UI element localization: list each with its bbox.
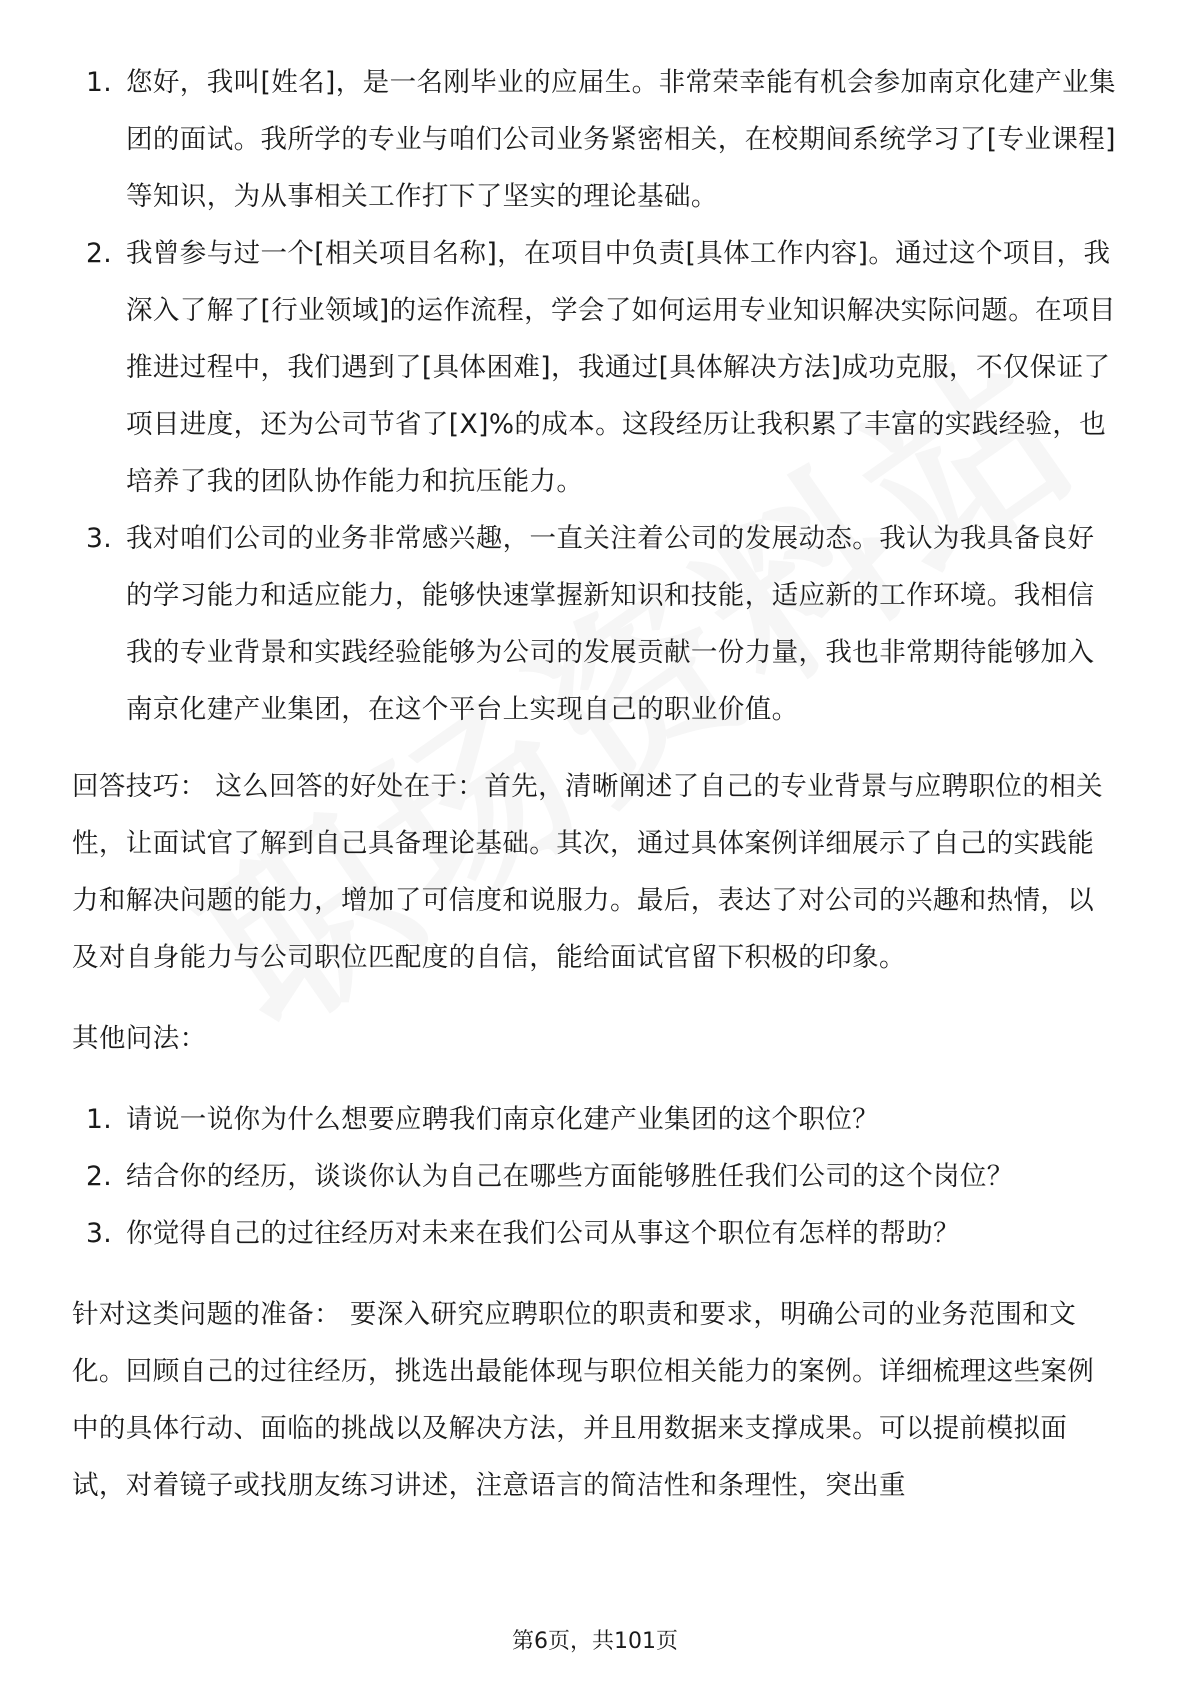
list-item <box>72 54 1120 225</box>
page-content <box>72 54 1120 1514</box>
list-number: 2. <box>86 1161 113 1192</box>
list-text: 请说一说你为什么想要应聘我们南京化建产业集团的这个职位？ <box>126 1104 880 1135</box>
list-number: 3. <box>86 1218 113 1249</box>
answer-tips-paragraph: 回答技巧： 这么回答的好处在于：首先，清晰阐述了自己的专业背景与应聘职位的相关性，让面试官了解到自己具备理论基础。其次，通过具体案例详细展示了自己的实践能力和解决问题的能力，增加了可信度和说服力。最后，表达了对公司的兴趣和热情，以及对自身能力与公司职位匹配度的自信，能给面试官留下积极的印象。 <box>72 771 1104 973</box>
list-text: 我对咱们公司的业务非常感兴趣，一直关注着公司的发展动态。我认为我具备良好的学习能力和适应能力，能够快速掌握新知识和技能，适应新的工作环境。我相信我的专业背景和实践经验能够为公司的发展贡献一份力量，我也非常期待能够加入南京化建产业集团，在这个平台上实现自己的职业价值。 <box>126 523 1095 725</box>
list-text: 您好，我叫[姓名]，是一名刚毕业的应届生。非常荣幸能有机会参加南京化建产业集团的面试。我所学的专业与咱们公司业务紧密相关，在校期间系统学习了[专业课程]等知识，为从事相关工作打下了坚实的理论基础。 <box>126 67 1116 212</box>
list-number: 1. <box>86 67 113 98</box>
list-item <box>72 510 1120 738</box>
list-text: 我曾参与过一个[相关项目名称]，在项目中负责[具体工作内容]。通过这个项目，我深入了解了[行业领域]的运作流程，学会了如何运用专业知识解决实际问题。在项目推进过程中，我们遇到了[具体困难]，我通过[具体解决方法]成功克服，不仅保证了项目进度，还为公司节省了[X]%的成本。这段经历让我积累了丰富的实践经验，也培养了我的团队协作能力和抗压能力。 <box>126 238 1116 497</box>
other-questions-list <box>72 1091 1120 1262</box>
list-item <box>72 1205 1120 1262</box>
page-number: 第6页，共101页 <box>512 1629 678 1654</box>
preparation-paragraph: 针对这类问题的准备： 要深入研究应聘职位的职责和要求，明确公司的业务范围和文化。回顾自己的过往经历，挑选出最能体现与职位相关能力的案例。详细梳理这些案例中的具体行动、面临的挑战以及解决方法，并且用数据来支撑成果。可以提前模拟面试，对着镜子或找朋友练习讲述，注意语言的简洁性和条理性，突出重 <box>72 1299 1095 1501</box>
list-item <box>72 1091 1120 1148</box>
list-text: 结合你的经历，谈谈你认为自己在哪些方面能够胜任我们公司的这个岗位？ <box>126 1161 1014 1192</box>
other-questions-heading: 其他问法： <box>72 1023 207 1054</box>
list-number: 2. <box>86 238 113 269</box>
list-item <box>72 225 1120 510</box>
list-number: 3. <box>86 523 113 554</box>
list-number: 1. <box>86 1104 113 1135</box>
answer-list <box>72 54 1120 738</box>
list-item <box>72 1148 1120 1205</box>
list-text: 你觉得自己的过往经历对未来在我们公司从事这个职位有怎样的帮助？ <box>126 1218 960 1249</box>
